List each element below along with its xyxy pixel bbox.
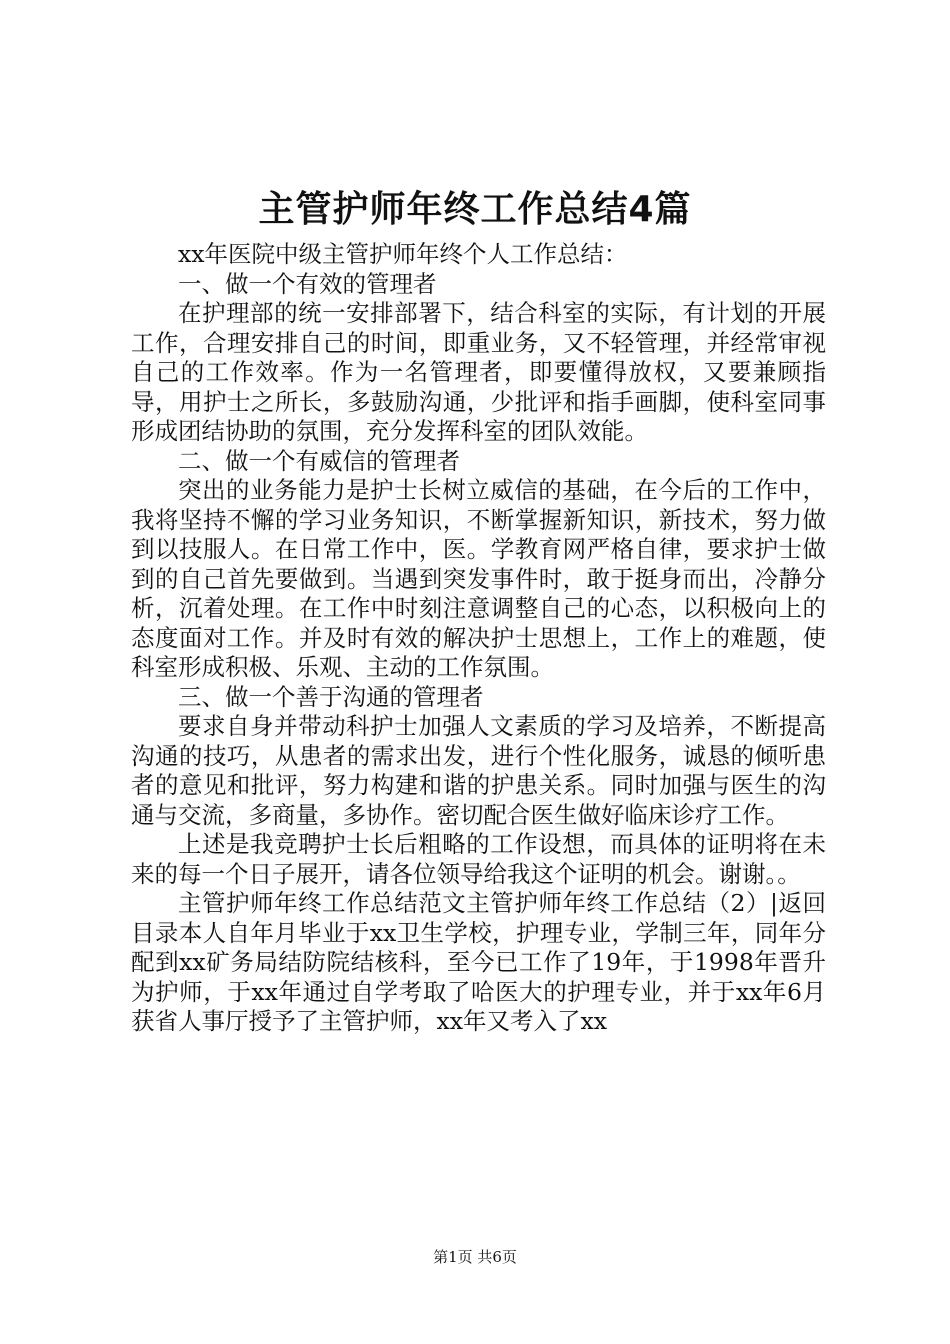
section-paragraph-3: 要求自身并带动科护士加强人文素质的学习及培养，不断提高沟通的技巧，从患者的需求出发，进行个性化服务，诚恳的倾听患者的意见和批评，努力构建和谐的护患关系。同时加强与医生的沟通与交流，多商量，多协作。密切配合医生做好临床诊疗工作。 <box>131 712 826 829</box>
intro-line: xx年医院中级主管护师年终个人工作总结： <box>178 240 628 268</box>
section-paragraph-1: 在护理部的统一安排部署下，结合科室的实际，有计划的开展工作，合理安排自己的时间，即重业务，又不轻管理，并经常审视自己的工作效率。作为一名管理者，即要懂得放权，又要兼顾指导，用护士之所长，多鼓励沟通，少批评和指手画脚，使科室同事形成团结协助的氛围，充分发挥科室的团队效能。 <box>131 299 826 445</box>
closing-paragraph: 上述是我竞聘护士长后粗略的工作设想，而具体的证明将在未来的每一个日子展开，请各位领导给我这个证明的机会。谢谢。。 <box>131 830 826 888</box>
section-heading-2: 二、做一个有威信的管理者 <box>178 446 460 475</box>
section-paragraph-2: 突出的业务能力是护士长树立威信的基础，在今后的工作中，我将坚持不懈的学习业务知识，不断掌握新知识，新技术，努力做到以技服人。在日常工作中，医。学教育网严格自律，要求护士做到的自己首先要做到。当遇到突发事件时，敢于挺身而出，冷静分析，沉着处理。在工作中时刻注意调整自己的心态，以积极向上的态度面对工作。并及时有效的解决护士思想上，工作上的难题，使科室形成积极、乐观、主动的工作氛围。 <box>131 476 826 681</box>
document-title: 主管护师年终工作总结4篇 <box>258 189 692 230</box>
document-body <box>131 240 826 1037</box>
section-heading-1: 一、做一个有效的管理者 <box>178 269 437 298</box>
page-footer: 第1页 共6页 <box>433 1248 517 1266</box>
section-heading-3: 三、做一个善于沟通的管理者 <box>178 682 484 711</box>
second-article-paragraph: 主管护师年终工作总结范文主管护师年终工作总结（2）|返回目录本人自年月毕业于xx卫生学校，护理专业，学制三年，同年分配到xx矿务局结防院结核科，至今已工作了19年，于1998年晋升为护师，于xx年通过自学考取了哈医大的护理专业，并于xx年6月获省人事厅授予了主管护师，xx年又考入了xx <box>131 889 826 1035</box>
